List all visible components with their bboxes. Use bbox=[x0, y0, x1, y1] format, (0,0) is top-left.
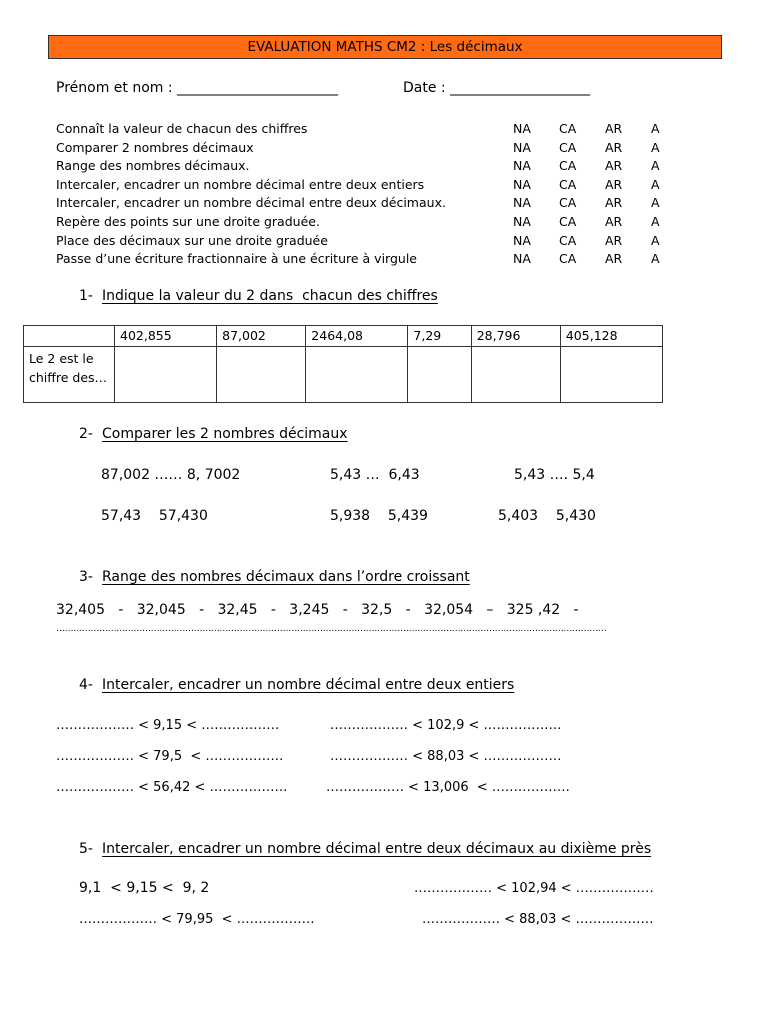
level-a[interactable]: A bbox=[651, 251, 660, 266]
exercise-5-number: 5- bbox=[79, 841, 93, 857]
bracket-item[interactable]: ……………… < 88,03 < ……………… bbox=[330, 749, 562, 764]
criteria-label: Repère des points sur une droite graduée. bbox=[56, 214, 320, 229]
level-na[interactable]: NA bbox=[513, 251, 531, 266]
level-a[interactable]: A bbox=[651, 121, 660, 136]
level-ar[interactable]: AR bbox=[605, 121, 623, 136]
comparison-item: 5,938 5,439 bbox=[330, 508, 428, 524]
level-ca[interactable]: CA bbox=[559, 233, 577, 248]
level-ca[interactable]: CA bbox=[559, 251, 577, 266]
criteria-row bbox=[56, 121, 686, 139]
exercise-4-title: Intercaler, encadrer un nombre décimal entre deux entiers bbox=[102, 677, 515, 693]
comparison-item: 87,002 …… 8, 7002 bbox=[101, 467, 241, 483]
criteria-label: Range des nombres décimaux. bbox=[56, 158, 250, 173]
level-na[interactable]: NA bbox=[513, 233, 531, 248]
level-na[interactable]: NA bbox=[513, 140, 531, 155]
table-header-number: 7,29 bbox=[408, 326, 471, 347]
answer-cell[interactable] bbox=[306, 347, 408, 403]
level-a[interactable]: A bbox=[651, 177, 660, 192]
table-row-label: Le 2 est le chiffre des… bbox=[24, 347, 115, 403]
criteria-row bbox=[56, 158, 686, 176]
bracket-item[interactable]: ……………… < 88,03 < ……………… bbox=[422, 912, 654, 927]
table-header-number: 28,796 bbox=[471, 326, 560, 347]
exercise-4-number: 4- bbox=[79, 677, 93, 693]
bracket-item[interactable]: ……………… < 79,5 < ……………… bbox=[56, 749, 284, 764]
table-header-number: 2464,08 bbox=[306, 326, 408, 347]
number-sequence: 32,405 - 32,045 - 32,45 - 3,245 - 32,5 - 32,054 – 325 ,42 - bbox=[56, 602, 579, 618]
criteria-row bbox=[56, 195, 686, 213]
exercise-2-title: Comparer les 2 nombres décimaux bbox=[102, 426, 348, 442]
level-ar[interactable]: AR bbox=[605, 177, 623, 192]
level-na[interactable]: NA bbox=[513, 177, 531, 192]
bracket-item[interactable]: ……………… < 56,42 < ……………… bbox=[56, 780, 288, 795]
exercise-1-number: 1- bbox=[79, 288, 93, 304]
table-header-number: 402,855 bbox=[115, 326, 217, 347]
bracket-item[interactable]: ……………… < 13,006 < ……………… bbox=[326, 780, 570, 795]
level-ar[interactable]: AR bbox=[605, 214, 623, 229]
answer-cell[interactable] bbox=[408, 347, 471, 403]
criteria-label: Passe d’une écriture fractionnaire à une écriture à virgule bbox=[56, 251, 417, 266]
comparison-item: 5,43 …. 5,4 bbox=[514, 467, 595, 483]
exercise-3-title: Range des nombres décimaux dans l’ordre croissant bbox=[102, 569, 470, 585]
criteria-label: Comparer 2 nombres décimaux bbox=[56, 140, 254, 155]
date-field-line[interactable]: Date : ____________________ bbox=[403, 80, 591, 96]
place-value-table bbox=[23, 325, 663, 403]
level-a[interactable]: A bbox=[651, 214, 660, 229]
level-ar[interactable]: AR bbox=[605, 158, 623, 173]
comparison-item: 57,43 57,430 bbox=[101, 508, 208, 524]
criteria-row bbox=[56, 251, 686, 269]
comparison-item: 5,43 … 6,43 bbox=[330, 467, 420, 483]
level-ca[interactable]: CA bbox=[559, 158, 577, 173]
criteria-label: Intercaler, encadrer un nombre décimal entre deux décimaux. bbox=[56, 195, 446, 210]
criteria-row bbox=[56, 140, 686, 158]
level-ar[interactable]: AR bbox=[605, 233, 623, 248]
answer-cell[interactable] bbox=[471, 347, 560, 403]
exercise-2-number: 2- bbox=[79, 426, 93, 442]
exercise-3-number: 3- bbox=[79, 569, 93, 585]
level-na[interactable]: NA bbox=[513, 195, 531, 210]
level-a[interactable]: A bbox=[651, 140, 660, 155]
level-ca[interactable]: CA bbox=[559, 177, 577, 192]
answer-cell[interactable] bbox=[560, 347, 662, 403]
level-a[interactable]: A bbox=[651, 233, 660, 248]
level-ar[interactable]: AR bbox=[605, 195, 623, 210]
bracket-item[interactable]: ……………… < 79,95 < ……………… bbox=[79, 912, 315, 927]
level-na[interactable]: NA bbox=[513, 214, 531, 229]
criteria-row bbox=[56, 233, 686, 251]
level-ca[interactable]: CA bbox=[559, 195, 577, 210]
level-a[interactable]: A bbox=[651, 195, 660, 210]
criteria-label: Intercaler, encadrer un nombre décimal entre deux entiers bbox=[56, 177, 425, 192]
answer-cell[interactable] bbox=[115, 347, 217, 403]
level-na[interactable]: NA bbox=[513, 158, 531, 173]
comparison-item: 5,403 5,430 bbox=[498, 508, 596, 524]
bracket-item[interactable]: ……………… < 102,9 < ……………… bbox=[330, 718, 562, 733]
bracket-item: 9,1 < 9,15 < 9, 2 bbox=[79, 880, 210, 896]
answer-cell[interactable] bbox=[217, 347, 306, 403]
level-ca[interactable]: CA bbox=[559, 140, 577, 155]
criteria-label: Place des décimaux sur une droite graduée bbox=[56, 233, 328, 248]
level-ar[interactable]: AR bbox=[605, 251, 623, 266]
bracket-item[interactable]: ……………… < 102,94 < ……………… bbox=[414, 881, 654, 896]
table-header-number: 405,128 bbox=[560, 326, 662, 347]
page-title: EVALUATION MATHS CM2 : Les décimaux bbox=[48, 35, 722, 59]
name-field-line[interactable]: Prénom et nom : _______________________ bbox=[56, 80, 339, 96]
criteria-label: Connaît la valeur de chacun des chiffres bbox=[56, 121, 308, 136]
level-ca[interactable]: CA bbox=[559, 121, 577, 136]
level-ca[interactable]: CA bbox=[559, 214, 577, 229]
table-header-number: 87,002 bbox=[217, 326, 306, 347]
answer-dotted-line[interactable]: ………………………………………………………………………………………………………………………………………………………………………… bbox=[56, 624, 607, 634]
level-a[interactable]: A bbox=[651, 158, 660, 173]
level-na[interactable]: NA bbox=[513, 121, 531, 136]
criteria-row bbox=[56, 177, 686, 195]
criteria-row bbox=[56, 214, 686, 232]
exercise-1-title: Indique la valeur du 2 dans chacun des chiffres bbox=[102, 288, 438, 304]
bracket-item[interactable]: ……………… < 9,15 < ……………… bbox=[56, 718, 280, 733]
exercise-5-title: Intercaler, encadrer un nombre décimal entre deux décimaux au dixième près bbox=[102, 841, 652, 857]
table-corner-cell bbox=[24, 326, 115, 347]
level-ar[interactable]: AR bbox=[605, 140, 623, 155]
